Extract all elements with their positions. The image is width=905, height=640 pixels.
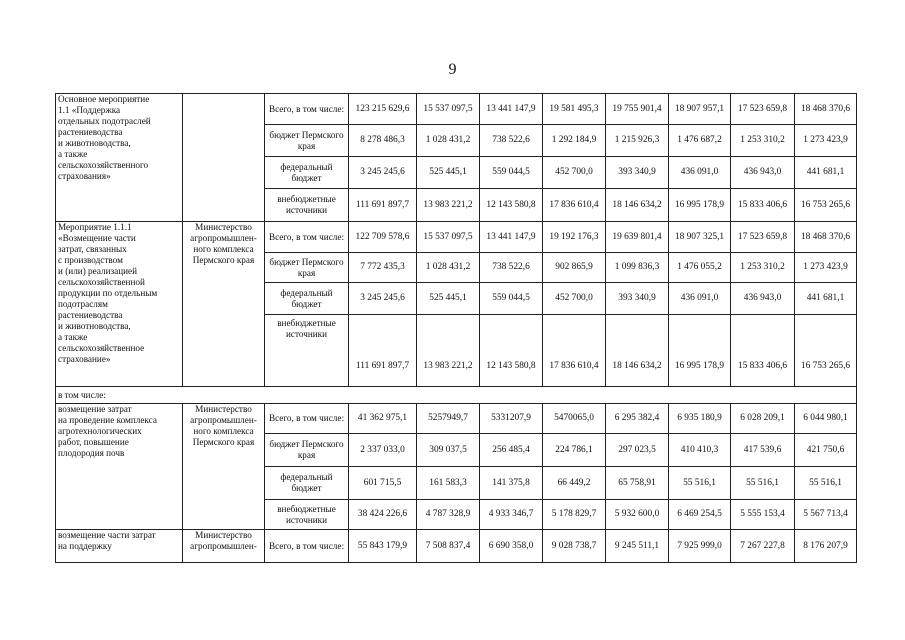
- amount-cell: 19 639 801,4: [606, 222, 669, 253]
- funding-source-label: федеральный бюджет: [265, 467, 349, 500]
- amount-cell: 18 468 370,6: [795, 222, 857, 253]
- funding-source-label: бюджет Пермского края: [265, 434, 349, 467]
- amount-cell: 9 028 738,7: [543, 530, 606, 563]
- amount-cell: 3 245 245,6: [349, 157, 417, 189]
- executor-cell: [183, 530, 265, 563]
- amount-cell: 559 044,5: [480, 283, 543, 315]
- amount-cell: 141 375,8: [480, 467, 543, 500]
- amount-cell: 17 523 659,8: [731, 222, 795, 253]
- amount-cell: 1 099 836,3: [606, 253, 669, 283]
- amount-cell: 122 709 578,6: [349, 222, 417, 253]
- budget-table: [55, 93, 857, 563]
- amount-cell: 18 907 957,1: [669, 94, 731, 125]
- amount-cell: 1 273 423,9: [795, 125, 857, 157]
- amount-cell: 525 445,1: [417, 283, 480, 315]
- amount-cell: 15 537 097,5: [417, 94, 480, 125]
- amount-cell: 111 691 897,7: [349, 189, 417, 222]
- amount-cell: 5257949,7: [417, 404, 480, 434]
- amount-cell: 1 028 431,2: [417, 125, 480, 157]
- amount-cell: 19 755 901,4: [606, 94, 669, 125]
- amount-cell: 436 943,0: [731, 283, 795, 315]
- amount-cell: 17 836 610,4: [543, 315, 606, 387]
- amount-cell: 17 836 610,4: [543, 189, 606, 222]
- amount-cell: 6 469 254,5: [669, 500, 731, 530]
- table-row: [56, 94, 857, 125]
- executor-name: Министерство агропромышлен- ного комплекса Пермского края: [190, 222, 257, 265]
- funding-source-label: Всего, в том числе:: [265, 404, 349, 434]
- amount-cell: 16 995 178,9: [669, 315, 731, 387]
- funding-source-label: федеральный бюджет: [265, 283, 349, 315]
- amount-cell: 441 681,1: [795, 157, 857, 189]
- amount-cell: 15 833 406,6: [731, 189, 795, 222]
- amount-cell: 1 215 926,3: [606, 125, 669, 157]
- amount-cell: 6 044 980,1: [795, 404, 857, 434]
- amount-cell: 15 537 097,5: [417, 222, 480, 253]
- amount-cell: 66 449,2: [543, 467, 606, 500]
- amount-cell: 297 023,5: [606, 434, 669, 467]
- amount-cell: 13 441 147,9: [480, 222, 543, 253]
- amount-cell: 441 681,1: [795, 283, 857, 315]
- amount-cell: 4 787 328,9: [417, 500, 480, 530]
- amount-cell: 436 091,0: [669, 283, 731, 315]
- amount-cell: 410 410,3: [669, 434, 731, 467]
- amount-cell: 19 581 495,3: [543, 94, 606, 125]
- measure-name-cell: [56, 222, 183, 387]
- amount-cell: 436 091,0: [669, 157, 731, 189]
- amount-cell: 738 522,6: [480, 253, 543, 283]
- amount-cell: 7 508 837,4: [417, 530, 480, 563]
- amount-cell: 12 143 580,8: [480, 189, 543, 222]
- amount-cell: 393 340,9: [606, 283, 669, 315]
- amount-cell: 13 441 147,9: [480, 94, 543, 125]
- executor-cell: [183, 222, 265, 387]
- amount-cell: 65 758,91: [606, 467, 669, 500]
- amount-cell: 8 176 207,9: [795, 530, 857, 563]
- amount-cell: 8 278 486,3: [349, 125, 417, 157]
- amount-cell: 19 192 176,3: [543, 222, 606, 253]
- funding-source-label: Всего, в том числе:: [265, 94, 349, 125]
- amount-cell: 421 750,6: [795, 434, 857, 467]
- measure-name: Мероприятие 1.1.1 «Возмещение части затрат, связанных с производством и (или) реализацией сельскохозяйственной продукции по отдельным подотраслям растениеводства и животноводства, а также сельскохозяйственное страхование»: [58, 222, 158, 364]
- amount-cell: 111 691 897,7: [349, 315, 417, 387]
- executor-name: Министерство агропромышлен- ного комплекса Пермского края: [190, 404, 257, 447]
- table-row: [56, 404, 857, 434]
- amount-cell: 55 516,1: [669, 467, 731, 500]
- amount-cell: 1 476 687,2: [669, 125, 731, 157]
- executor-cell: [183, 404, 265, 530]
- amount-cell: 1 253 310,2: [731, 125, 795, 157]
- amount-cell: 6 690 358,0: [480, 530, 543, 563]
- amount-cell: 5331207,9: [480, 404, 543, 434]
- amount-cell: 7 925 999,0: [669, 530, 731, 563]
- funding-source-label: внебюджетные источники: [265, 189, 349, 222]
- measure-name: возмещение затрат на проведение комплекса агротехнологических работ, повышение плодородия почв: [58, 404, 157, 458]
- amount-cell: 2 337 033,0: [349, 434, 417, 467]
- funding-source-label: федеральный бюджет: [265, 157, 349, 189]
- amount-cell: 902 865,9: [543, 253, 606, 283]
- amount-cell: 161 583,3: [417, 467, 480, 500]
- amount-cell: 17 523 659,8: [731, 94, 795, 125]
- measure-name-cell: [56, 530, 183, 563]
- funding-source-label: бюджет Пермского края: [265, 253, 349, 283]
- funding-source-label: внебюджетные источники: [265, 315, 349, 387]
- amount-cell: 5 555 153,4: [731, 500, 795, 530]
- funding-source-label: Всего, в том числе:: [265, 530, 349, 563]
- measure-name: Основное мероприятие 1.1 «Поддержка отдельных подотраслей растениеводства и животноводства, а также сельскохозяйственного страхования»: [58, 94, 151, 181]
- table-row: [56, 222, 857, 253]
- amount-cell: 309 037,5: [417, 434, 480, 467]
- amount-cell: 4 933 346,7: [480, 500, 543, 530]
- amount-cell: 1 292 184,9: [543, 125, 606, 157]
- amount-cell: 123 215 629,6: [349, 94, 417, 125]
- amount-cell: 38 424 226,6: [349, 500, 417, 530]
- amount-cell: 525 445,1: [417, 157, 480, 189]
- table-row: [56, 387, 857, 404]
- table-row: [56, 530, 857, 563]
- section-subheading: в том числе:: [56, 387, 857, 404]
- executor-name: Министерство агропромышлен-: [190, 530, 257, 551]
- amount-cell: 738 522,6: [480, 125, 543, 157]
- amount-cell: 417 539,6: [731, 434, 795, 467]
- amount-cell: 1 273 423,9: [795, 253, 857, 283]
- amount-cell: 9 245 511,1: [606, 530, 669, 563]
- funding-source-label: внебюджетные источники: [265, 500, 349, 530]
- amount-cell: 18 146 634,2: [606, 189, 669, 222]
- funding-source-label: бюджет Пермского края: [265, 125, 349, 157]
- amount-cell: 18 468 370,6: [795, 94, 857, 125]
- amount-cell: 12 143 580,8: [480, 315, 543, 387]
- amount-cell: 55 516,1: [731, 467, 795, 500]
- amount-cell: 15 833 406,6: [731, 315, 795, 387]
- amount-cell: 6 935 180,9: [669, 404, 731, 434]
- measure-name: возмещение части затрат на поддержку: [58, 530, 156, 551]
- funding-source-label: Всего, в том числе:: [265, 222, 349, 253]
- amount-cell: 6 295 382,4: [606, 404, 669, 434]
- measure-name-cell: [56, 404, 183, 530]
- amount-cell: 1 253 310,2: [731, 253, 795, 283]
- amount-cell: 16 753 265,6: [795, 315, 857, 387]
- amount-cell: 5 567 713,4: [795, 500, 857, 530]
- amount-cell: 559 044,5: [480, 157, 543, 189]
- amount-cell: 18 146 634,2: [606, 315, 669, 387]
- amount-cell: 13 983 221,2: [417, 189, 480, 222]
- amount-cell: 1 028 431,2: [417, 253, 480, 283]
- amount-cell: 5 932 600,0: [606, 500, 669, 530]
- amount-cell: 18 907 325,1: [669, 222, 731, 253]
- amount-cell: 601 715,5: [349, 467, 417, 500]
- amount-cell: 41 362 975,1: [349, 404, 417, 434]
- amount-cell: 393 340,9: [606, 157, 669, 189]
- amount-cell: 1 476 055,2: [669, 253, 731, 283]
- amount-cell: 436 943,0: [731, 157, 795, 189]
- amount-cell: 16 995 178,9: [669, 189, 731, 222]
- amount-cell: 13 983 221,2: [417, 315, 480, 387]
- amount-cell: 452 700,0: [543, 283, 606, 315]
- executor-cell: [183, 94, 265, 222]
- amount-cell: 6 028 209,1: [731, 404, 795, 434]
- amount-cell: 55 843 179,9: [349, 530, 417, 563]
- amount-cell: 5470065,0: [543, 404, 606, 434]
- amount-cell: 452 700,0: [543, 157, 606, 189]
- amount-cell: 7 267 227,8: [731, 530, 795, 563]
- amount-cell: 3 245 245,6: [349, 283, 417, 315]
- page-number: 9: [448, 61, 457, 78]
- amount-cell: 5 178 829,7: [543, 500, 606, 530]
- measure-name-cell: [56, 94, 183, 222]
- amount-cell: 7 772 435,3: [349, 253, 417, 283]
- amount-cell: 224 786,1: [543, 434, 606, 467]
- amount-cell: 55 516,1: [795, 467, 857, 500]
- amount-cell: 256 485,4: [480, 434, 543, 467]
- amount-cell: 16 753 265,6: [795, 189, 857, 222]
